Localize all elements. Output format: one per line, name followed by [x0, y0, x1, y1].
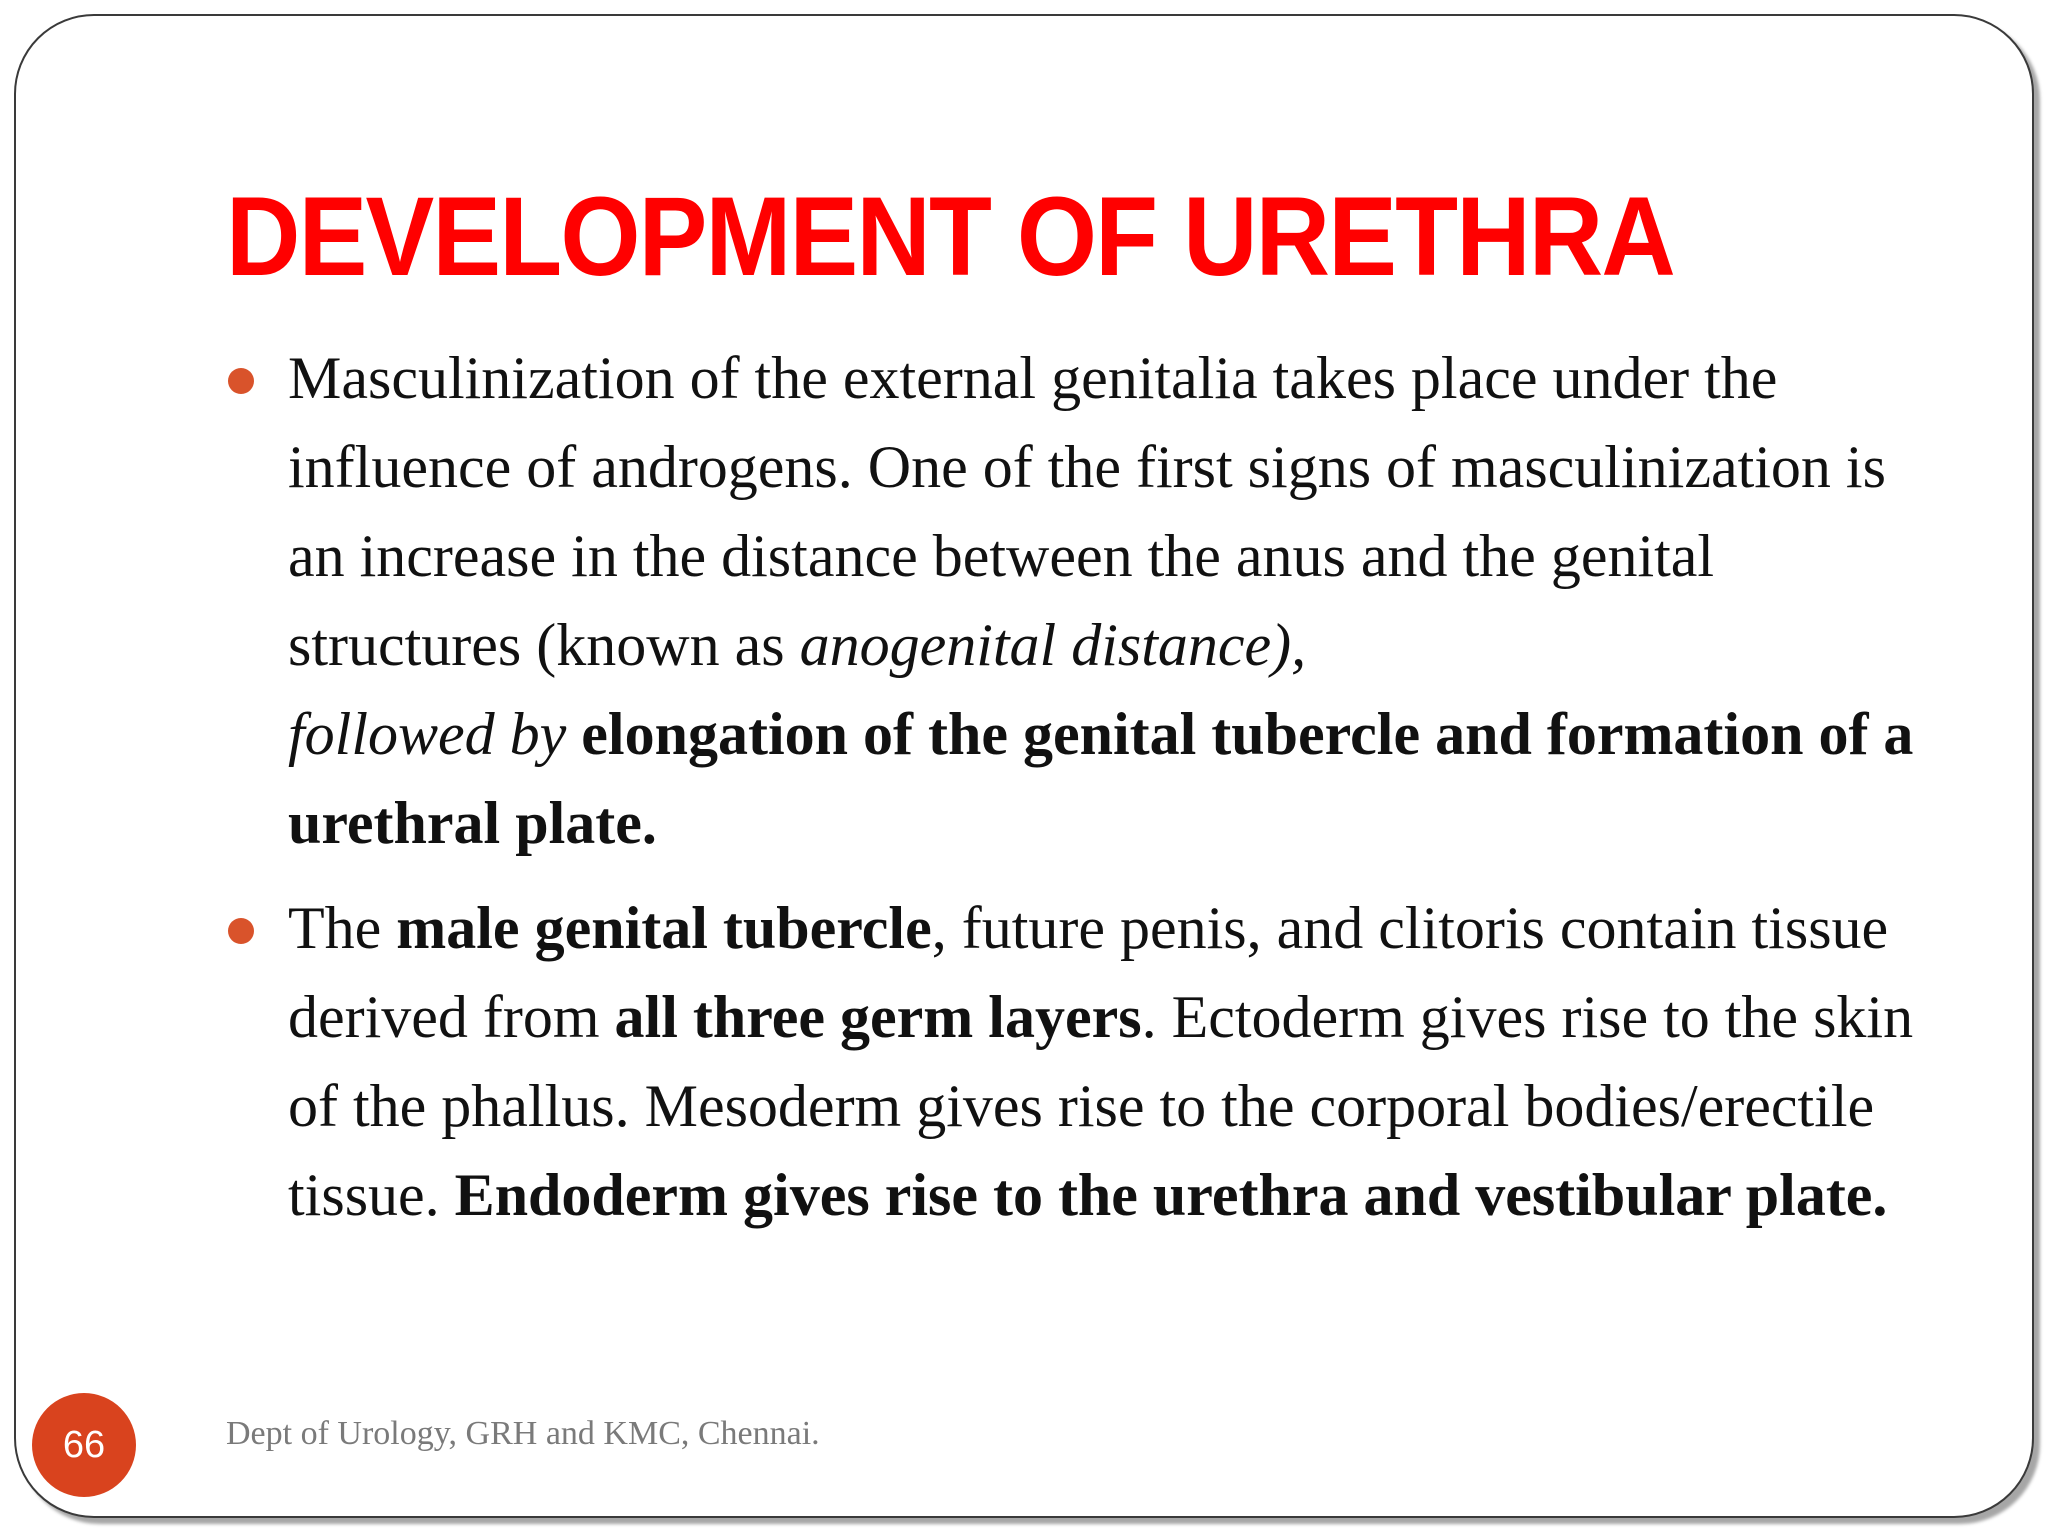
- bullet-1-bold-text: elongation of the genital tubercle and formation of a urethral plate.: [288, 701, 1914, 856]
- bullet-2-text-a: The: [288, 895, 397, 961]
- bullet-2-bold-b: all three germ layers: [614, 984, 1142, 1050]
- bullet-dot-icon: [228, 918, 254, 944]
- bullet-1-italic-connector: followed by: [288, 701, 567, 767]
- bullet-2-bold-a: male genital tubercle: [396, 895, 932, 961]
- bullet-2-bold-c: Endoderm gives rise to the urethra and vestibular plate.: [454, 1162, 1888, 1228]
- slide-footer: Dept of Urology, GRH and KMC, Chennai.: [226, 1415, 820, 1452]
- bullet-item-androgens: [288, 334, 1928, 868]
- bullet-2-text-b: , future penis, and clitoris contain tissue derived from: [288, 895, 1889, 1050]
- slide-title: DEVELOPMENT OF URETHRA: [226, 174, 1674, 299]
- page-number-badge: 66: [32, 1393, 136, 1497]
- bullet-dot-icon: [228, 368, 254, 394]
- bullet-1-italic-term: anogenital distance),: [799, 612, 1307, 678]
- bullet-2-text-c: . Ectoderm gives rise to the skin of the phallus. Mesoderm gives rise to the corporal bodies/erectile tissue.: [288, 984, 1914, 1228]
- bullet-item-germ-layers: [288, 884, 1928, 1240]
- bullet-1-text: Masculinization of the external genitalia takes place under the influence of androgens. One of the first signs of masculinization is an increase in the distance between the anus and the genital structures (known as: [288, 345, 1886, 678]
